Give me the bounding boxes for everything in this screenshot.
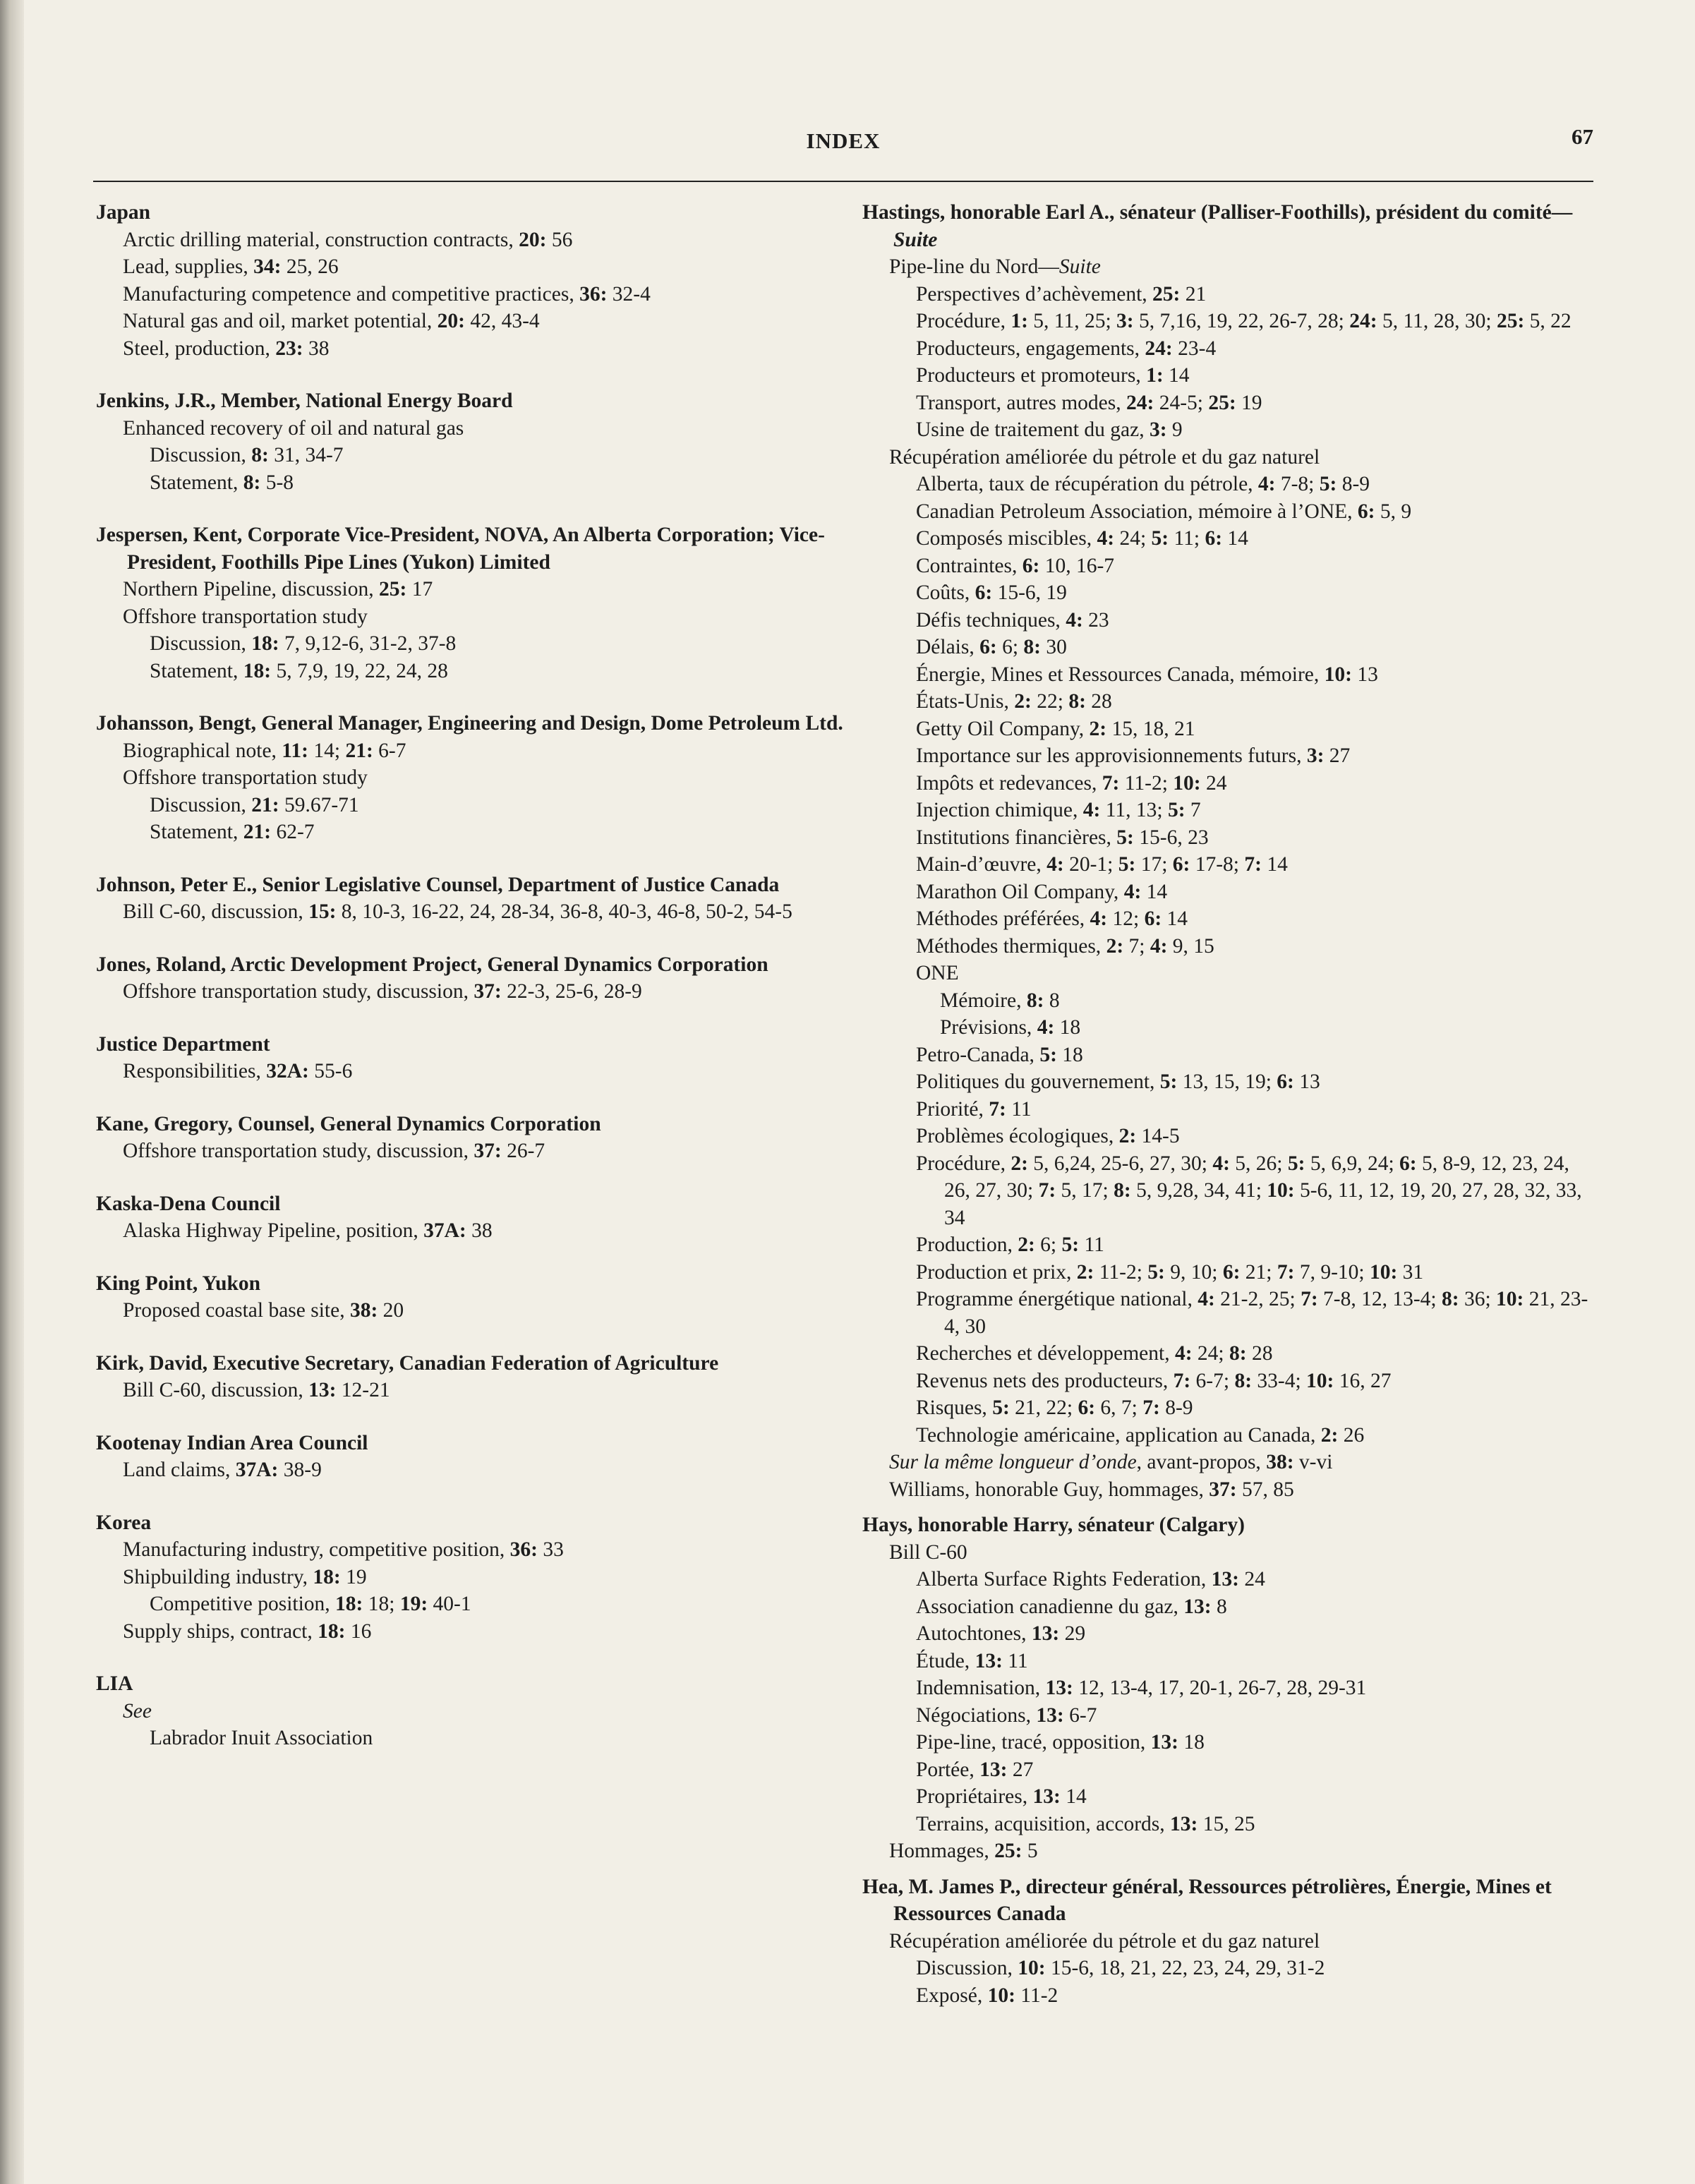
entry-heading: Hastings, honorable Earl A., sénateur (Palliser-Foothills), président du comité—Suite <box>862 201 1573 251</box>
entry-subline: Alberta, taux de récupération du pétrole, 4: 7-8; 5: 8-9 <box>916 473 1370 495</box>
entry-subline: Proposed coastal base site, 38: 20 <box>123 1299 404 1322</box>
entry-subline: Perspectives d’achèvement, 25: 21 <box>916 282 1207 306</box>
entry-subline: Land claims, 37A: 38-9 <box>123 1459 322 1481</box>
entry-subline: Coûts, 6: 15-6, 19 <box>916 581 1067 604</box>
entry-subline: Propriétaires, 13: 14 <box>916 1785 1087 1808</box>
index-entry <box>96 387 844 496</box>
entry-subline: Labrador Inuit Association <box>150 1727 373 1749</box>
entry-heading: Hea, M. James P., directeur général, Ressources pétrolières, Énergie, Mines et Ressources Canada <box>862 1875 1552 1925</box>
entry-subline: Association canadienne du gaz, 13: 8 <box>916 1595 1227 1618</box>
entry-subline: Main-d’œuvre, 4: 20-1; 5: 17; 6: 17-8; 7: 14 <box>916 853 1288 876</box>
entry-heading: Kaska-Dena Council <box>96 1192 281 1215</box>
entry-subline: Risques, 5: 21, 22; 6: 6, 7; 7: 8-9 <box>916 1396 1193 1419</box>
entry-subline: Autochtones, 13: 29 <box>916 1622 1086 1645</box>
index-entry <box>96 871 844 926</box>
index-entry <box>96 1509 844 1646</box>
entry-subline: Récupération améliorée du pétrole et du gaz naturel <box>889 1929 1320 1953</box>
entry-subline: Supply ships, contract, 18: 16 <box>123 1619 372 1643</box>
entry-subline: Revenus nets des producteurs, 7: 6-7; 8: 33-4; 10: 16, 27 <box>916 1369 1392 1392</box>
entry-subline: Williams, honorable Guy, hommages, 37: 57, 85 <box>889 1478 1294 1501</box>
entry-subline: Impôts et redevances, 7: 11-2; 10: 24 <box>916 771 1227 795</box>
index-entry <box>96 1350 844 1404</box>
entry-subline: Priorité, 7: 11 <box>916 1097 1032 1121</box>
entry-subline: Étude, 13: 11 <box>916 1649 1028 1672</box>
entry-subline: Alberta Surface Rights Federation, 13: 24 <box>916 1568 1265 1591</box>
index-entry <box>862 1874 1600 2010</box>
entry-subline: Statement, 8: 5-8 <box>150 471 294 494</box>
entry-heading: Kane, Gregory, Counsel, General Dynamics Corporation <box>96 1112 601 1135</box>
entry-subline: Production, 2: 6; 5: 11 <box>916 1233 1104 1256</box>
entry-subline: Producteurs et promoteurs, 1: 14 <box>916 364 1190 387</box>
entry-subline: Offshore transportation study, discussion, 37: 22-3, 25-6, 28-9 <box>123 980 642 1003</box>
entry-heading: Kirk, David, Executive Secretary, Canadian Federation of Agriculture <box>96 1351 719 1375</box>
index-entry <box>96 951 844 1006</box>
entry-subline: Mémoire, 8: 8 <box>940 989 1060 1012</box>
entry-subline: États-Unis, 2: 22; 8: 28 <box>916 690 1112 713</box>
entry-heading: Johansson, Bengt, General Manager, Engineering and Design, Dome Petroleum Ltd. <box>96 712 843 735</box>
index-entry <box>96 1670 844 1752</box>
entry-subline: Délais, 6: 6; 8: 30 <box>916 636 1067 658</box>
entry-subline: Northern Pipeline, discussion, 25: 17 <box>123 578 433 601</box>
entry-heading: King Point, Yukon <box>96 1272 261 1295</box>
entry-subline: Bill C-60 <box>889 1540 967 1564</box>
entry-subline: Institutions financières, 5: 15-6, 23 <box>916 826 1209 849</box>
page-number: 67 <box>1572 124 1593 149</box>
entry-heading: Justice Department <box>96 1032 270 1056</box>
entry-subline: Méthodes préférées, 4: 12; 6: 14 <box>916 907 1188 930</box>
index-entry <box>96 1031 844 1085</box>
entry-subline: Getty Oil Company, 2: 15, 18, 21 <box>916 717 1195 740</box>
entry-subline: Procédure, 1: 5, 11, 25; 3: 5, 7,16, 19, 22, 26-7, 28; 24: 5, 11, 28, 30; 25: 5, 22 <box>916 310 1572 332</box>
entry-subline: Énergie, Mines et Ressources Canada, mémoire, 10: 13 <box>916 663 1378 686</box>
index-column-right <box>862 199 1600 2017</box>
entry-subline: Offshore transportation study <box>123 605 368 628</box>
entry-subline: Natural gas and oil, market potential, 20: 42, 43-4 <box>123 310 540 332</box>
entry-subline: Pipe-line, tracé, opposition, 13: 18 <box>916 1731 1205 1754</box>
entry-subline: Récupération améliorée du pétrole et du gaz naturel <box>889 445 1320 469</box>
entry-subline: Enhanced recovery of oil and natural gas <box>123 416 464 440</box>
entry-subline: Bill C-60, discussion, 13: 12-21 <box>123 1379 390 1401</box>
entry-subline: Alaska Highway Pipeline, position, 37A: 38 <box>123 1219 493 1242</box>
entry-subline: See <box>123 1699 152 1723</box>
entry-subline: Procédure, 2: 5, 6,24, 25-6, 27, 30; 4: 5, 26; 5: 5, 6,9, 24; 6: 5, 8-9, 12, 23, 24, 26, 27, 30; 7: 5, 17; 8: 5, 9,28, 34, 41; 10: 5-6, 11, 12, 19, 20, 27, 28, 32, 33, 34 <box>916 1152 1582 1229</box>
entry-subline: Lead, supplies, 34: 25, 26 <box>123 255 339 278</box>
entry-subline: Marathon Oil Company, 4: 14 <box>916 880 1168 903</box>
entry-subline: Contraintes, 6: 10, 16-7 <box>916 554 1115 577</box>
entry-subline: Statement, 21: 62-7 <box>150 821 315 843</box>
index-entry <box>96 521 844 684</box>
entry-subline: Exposé, 10: 11-2 <box>916 1984 1058 2007</box>
entry-subline: Hommages, 25: 5 <box>889 1840 1038 1862</box>
page-header <box>93 120 1593 183</box>
header-rule <box>93 181 1593 182</box>
entry-subline: Méthodes thermiques, 2: 7; 4: 9, 15 <box>916 934 1214 958</box>
entry-subline: Steel, production, 23: 38 <box>123 337 330 360</box>
index-entry <box>96 1270 844 1325</box>
entry-heading: Jespersen, Kent, Corporate Vice-President, NOVA, An Alberta Corporation; Vice-President, Foothills Pipe Lines (Yukon) Limited <box>96 524 825 574</box>
entry-subline: Discussion, 18: 7, 9,12-6, 31-2, 37-8 <box>150 632 457 655</box>
entry-heading: Kootenay Indian Area Council <box>96 1431 368 1454</box>
running-head: INDEX <box>806 128 881 153</box>
entry-subline: Problèmes écologiques, 2: 14-5 <box>916 1125 1180 1147</box>
entry-subline: Programme énergétique national, 4: 21-2, 25; 7: 7-8, 12, 13-4; 8: 36; 10: 21, 23-4, 30 <box>916 1288 1588 1338</box>
index-entry <box>862 1512 1600 1865</box>
index-entry <box>96 1190 844 1245</box>
entry-subline: Usine de traitement du gaz, 3: 9 <box>916 418 1183 441</box>
entry-subline: Portée, 13: 27 <box>916 1758 1034 1781</box>
entry-heading: Hays, honorable Harry, sénateur (Calgary) <box>862 1514 1245 1536</box>
entry-heading: Jones, Roland, Arctic Development Project, General Dynamics Corporation <box>96 953 768 976</box>
entry-subline: Discussion, 8: 31, 34-7 <box>150 444 344 466</box>
entry-subline: Responsibilities, 32A: 55-6 <box>123 1060 353 1082</box>
entry-subline: Canadian Petroleum Association, mémoire à l’ONE, 6: 5, 9 <box>916 500 1412 523</box>
entry-subline: Défis techniques, 4: 23 <box>916 608 1109 632</box>
entry-subline: Indemnisation, 13: 12, 13-4, 17, 20-1, 26-7, 28, 29-31 <box>916 1677 1367 1699</box>
entry-subline: Prévisions, 4: 18 <box>940 1016 1081 1039</box>
entry-subline: Terrains, acquisition, accords, 13: 15, 25 <box>916 1812 1255 1835</box>
entry-subline: Politiques du gouvernement, 5: 13, 15, 19; 6: 13 <box>916 1070 1320 1093</box>
entry-subline: Manufacturing industry, competitive position, 36: 33 <box>123 1538 564 1561</box>
index-entry <box>96 199 844 362</box>
entry-subline: Négociations, 13: 6-7 <box>916 1703 1097 1727</box>
entry-subline: Sur la même longueur d’onde, avant-propos, 38: v-vi <box>889 1451 1333 1473</box>
entry-heading: LIA <box>96 1672 133 1695</box>
entry-subline: Production et prix, 2: 11-2; 5: 9, 10; 6: 21; 7: 7, 9-10; 10: 31 <box>916 1260 1424 1284</box>
entry-subline: Bill C-60, discussion, 15: 8, 10-3, 16-22, 24, 28-34, 36-8, 40-3, 46-8, 50-2, 54-5 <box>123 900 792 923</box>
entry-subline: Statement, 18: 5, 7,9, 19, 22, 24, 28 <box>150 659 448 682</box>
entry-subline: Transport, autres modes, 24: 24-5; 25: 19 <box>916 391 1262 414</box>
page-binding-shadow <box>0 0 24 2184</box>
index-entry <box>96 1430 844 1484</box>
entry-subline: Discussion, 10: 15-6, 18, 21, 22, 23, 24, 29, 31-2 <box>916 1957 1325 1979</box>
entry-subline: Discussion, 21: 59.67-71 <box>150 793 359 816</box>
index-column-left <box>96 199 844 1778</box>
index-entry <box>862 199 1600 1503</box>
entry-subline: Biographical note, 11: 14; 21: 6-7 <box>123 739 406 762</box>
entry-heading: Jenkins, J.R., Member, National Energy Board <box>96 390 513 412</box>
entry-heading: Korea <box>96 1511 152 1534</box>
entry-subline: ONE <box>916 962 959 984</box>
entry-subline: Composés miscibles, 4: 24; 5: 11; 6: 14 <box>916 527 1248 550</box>
index-entry <box>96 710 844 846</box>
entry-heading: Japan <box>96 201 151 224</box>
entry-subline: Recherches et développement, 4: 24; 8: 28 <box>916 1342 1273 1365</box>
entry-subline: Producteurs, engagements, 24: 23-4 <box>916 337 1217 360</box>
index-entry <box>96 1111 844 1165</box>
entry-subline: Manufacturing competence and competitive practices, 36: 32-4 <box>123 282 651 306</box>
entry-subline: Importance sur les approvisionnements futurs, 3: 27 <box>916 744 1351 767</box>
entry-subline: Offshore transportation study <box>123 766 368 789</box>
entry-subline: Petro-Canada, 5: 18 <box>916 1043 1083 1066</box>
entry-subline: Pipe-line du Nord—Suite <box>889 255 1101 278</box>
entry-heading: Johnson, Peter E., Senior Legislative Counsel, Department of Justice Canada <box>96 873 780 896</box>
entry-subline: Technologie américaine, application au Canada, 2: 26 <box>916 1423 1365 1447</box>
entry-subline: Shipbuilding industry, 18: 19 <box>123 1565 367 1588</box>
entry-subline: Competitive position, 18: 18; 19: 40-1 <box>150 1593 471 1615</box>
entry-subline: Offshore transportation study, discussion, 37: 26-7 <box>123 1140 545 1162</box>
entry-subline: Arctic drilling material, construction contracts, 20: 56 <box>123 228 573 251</box>
entry-subline: Injection chimique, 4: 11, 13; 5: 7 <box>916 799 1201 821</box>
